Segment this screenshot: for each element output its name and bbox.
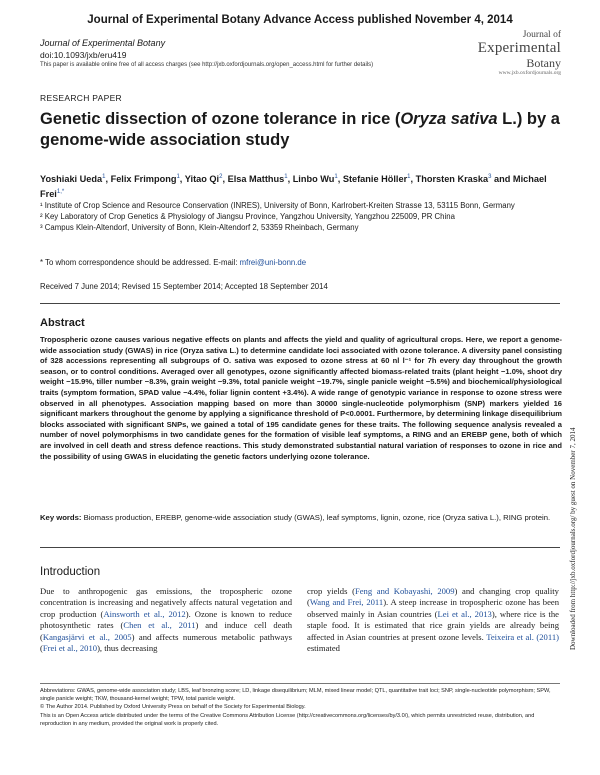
intro-text: crop yields ( (307, 586, 355, 596)
author-name: Felix Frimpong (110, 174, 177, 185)
author-affiliation-mark: 1 (176, 174, 180, 180)
author-affiliation-mark: 1 (284, 174, 288, 180)
citation-link[interactable]: Feng and Kobayashi, 2009 (354, 586, 455, 596)
author-name: Linbo Wu (292, 174, 335, 185)
author-affiliation-mark: 1 (407, 174, 411, 180)
author-affiliation-mark: 1,* (56, 189, 65, 196)
author-separator: , (287, 174, 293, 185)
intro-text: ), where rice is the staple food. It is estimated that rice grain yields are already being affected in Asian countries at present ozone levels. (307, 608, 559, 642)
logo-line-1: Journal of (522, 30, 561, 40)
divider (40, 683, 560, 684)
author-list (40, 171, 565, 201)
citation-link[interactable]: Lei et al., 2013 (437, 608, 492, 619)
introduction-column-right (307, 586, 559, 654)
author-name: Michael Frei (40, 174, 547, 200)
author-name: Yitao Qi (184, 174, 220, 185)
intro-text: ) and induce cell death ( (40, 620, 293, 642)
title-species: Oryza sativa (400, 110, 498, 128)
journal-logo (475, 31, 561, 77)
keywords-text: Biomass production, EREBP, genome-wide association study (GWAS), leaf symptoms, lignin, ozone, rice (Oryza sativa L.), RING protein. (81, 513, 551, 522)
citation-link[interactable]: Wang and Frei, 2011 (309, 597, 384, 608)
divider (40, 547, 560, 548)
logo-line-3: Botany (526, 55, 561, 70)
keywords (40, 513, 562, 524)
citation-link[interactable]: Kangasjärvi et al., 2005 (42, 631, 132, 642)
citation-link[interactable]: Frei et al., 2010 (42, 643, 98, 654)
footnote-abbreviations: Abbreviations: GWAS, genome-wide association study; LBS, leaf bronzing score; LD, linkage disequilibrium; MLM, mixed linear model; QTL, quantitative trait loci; SNP, single-nucleotide polymorphism; SPW, single panicle weight; TKW, thousand-kernel weight; TPW, total panicle weight. (40, 688, 551, 703)
author-name: Elsa Matthus (227, 174, 285, 185)
abstract-heading: Abstract (40, 317, 85, 329)
title-part-2: L.) by a genome-wide association study (40, 110, 560, 149)
citation-link[interactable]: Chen et al., 2011 (123, 620, 196, 631)
doi: doi:10.1093/jxb/eru419 (40, 50, 127, 60)
author-affiliation-mark: 3 (488, 174, 492, 180)
author-affiliation-mark: 2 (219, 174, 223, 180)
intro-text: ). Ozone is known to reduce photosynthetic rates ( (40, 608, 292, 631)
citation-link[interactable]: Teixeira et al. (2011) (486, 631, 559, 642)
author-name: Thorsten Kraska (415, 174, 489, 185)
author-name: Stefanie Höller (342, 174, 408, 185)
abstract-body: Tropospheric ozone causes various negative effects on plants and affects the yield and quality of agricultural crops. Here, we report a genome-wide association study (GWAS) in rice (Oryza sativa L.) to determine candidate loci associated with ozone tolerance. A diversity panel consisting of 328 accessions representing all subgroups of O. sativa was exposed to ozone stress at 60 nl l⁻¹ for 7h every day throughout the growth season, or to control conditions. Averaged over all genotypes, ozone significantly affected biomass-related traits (plant height −1.0%, shoot dry weight −15.9%, tiller number −8.3%, grain weight −9.3%, total panicle weight −19.7%, single panicle weight −5.5%) and biochemical/physiological traits (symptom formation, SPAD value −4.4%, foliar lignin content +3.4%). A wide range of genotypic variance in response to ozone stress were observed in all phenotypes. Association mapping based on more than 30000 single-nucleotide polymorphism (SNP) markers yielded 16 significant markers throughout the genome by applying a significance threshold of P<0.0001. Furthermore, by determining linkage disequilibrium blocks associated with significant SNPs, we gained a total of 195 candidate genes for these traits. The following sequence analysis revealed a number of novel polymorphisms in two candidate genes for the formation of visible leaf symptoms, a RING and an EREBP gene, both of which are involved in cell death and stress defence reactions. This study demonstrated substantial natural variation of responses to ozone in rice and the possibility of using GWAS in elucidating the genetic factors underlying ozone tolerance. (40, 335, 562, 461)
affiliation-3: ³ Campus Klein-Altendorf, University of Bonn, Klein-Altendorf 2, 53359 Rheinbach, Germany (40, 223, 359, 232)
received-dates: Received 7 June 2014; Revised 15 September 2014; Accepted 18 September 2014 (40, 282, 328, 291)
citation-link[interactable]: Ainsworth et al., 2012 (103, 608, 186, 619)
intro-text: Due to anthropogenic gas emissions, the tropospheric ozone concentration is increasing and negatively affects natural vegetation and crop production ( (40, 586, 292, 619)
author-separator: , (337, 174, 343, 185)
footnote-copyright: © The Author 2014. Published by Oxford University Press on behalf of the Society for Experimental Biology. (40, 704, 306, 711)
divider (40, 303, 560, 304)
correspondence-text: * To whom correspondence should be addressed. E-mail: (40, 258, 240, 267)
author-affiliation-mark: 1 (334, 174, 338, 180)
open-access-note: This paper is available online free of all access charges (see http://jxb.oxfordjournals.org/open_access.html for further details) (40, 62, 374, 68)
author-separator: and (491, 174, 513, 185)
title-part-1: Genetic dissection of ozone tolerance in rice ( (40, 110, 401, 128)
intro-text: ), thus decreasing (97, 643, 158, 654)
author-affiliation-mark: 1 (102, 174, 106, 180)
journal-name: Journal of Experimental Botany (40, 38, 166, 48)
intro-text: ) and changing crop quality ( (307, 586, 559, 608)
logo-url: www.jxb.oxfordjournals.org (498, 70, 561, 77)
journal-banner: Journal of Experimental Botany Advance Access published November 4, 2014 (87, 14, 513, 26)
correspondence (40, 258, 306, 267)
author-name: Yoshiaki Ueda (40, 174, 103, 185)
introduction-column-left (40, 586, 292, 654)
footnote-license: This is an Open Access article distributed under the terms of the Creative Commons Attribution License (http://creativecommons.org/licenses/by/3.0/), which permits unrestricted reuse, distribution, and reproduction in any medium, provided the original work is properly cited. (40, 712, 535, 727)
article-title (40, 109, 570, 151)
logo-line-2: Experimental (477, 39, 561, 56)
intro-text: ) and affects numerous metabolic pathways ( (40, 631, 292, 654)
correspondence-email[interactable]: mfrei@uni-bonn.de (239, 258, 307, 267)
section-label: RESEARCH PAPER (40, 93, 122, 103)
intro-text: ). A steep increase in tropospheric ozone has been observed mainly in Asian countries ( (307, 597, 559, 619)
affiliation-2: ² Key Laboratory of Crop Genetics & Physiology of Jiangsu Province, Yangzhou University, Yangzhou 225009, PR China (40, 212, 455, 221)
author-separator: , (105, 174, 111, 185)
download-side-note (569, 250, 585, 650)
author-separator: , (222, 174, 228, 185)
footnotes (40, 687, 562, 728)
intro-text: estimated (307, 643, 340, 654)
author-separator: , (410, 174, 416, 185)
keywords-label: Key words: (40, 513, 82, 522)
affiliation-1: ¹ Institute of Crop Science and Resource Conservation (INRES), University of Bonn, Karlrobert-Kreiten Strasse 13, 53115 Bonn, Germany (40, 201, 515, 210)
affiliations (40, 200, 550, 233)
author-separator: , (179, 174, 185, 185)
introduction-heading: Introduction (40, 566, 101, 578)
download-note-text: Downloaded from http://jxb.oxfordjournals.org/ by guest on November 7, 2014 (569, 427, 577, 650)
